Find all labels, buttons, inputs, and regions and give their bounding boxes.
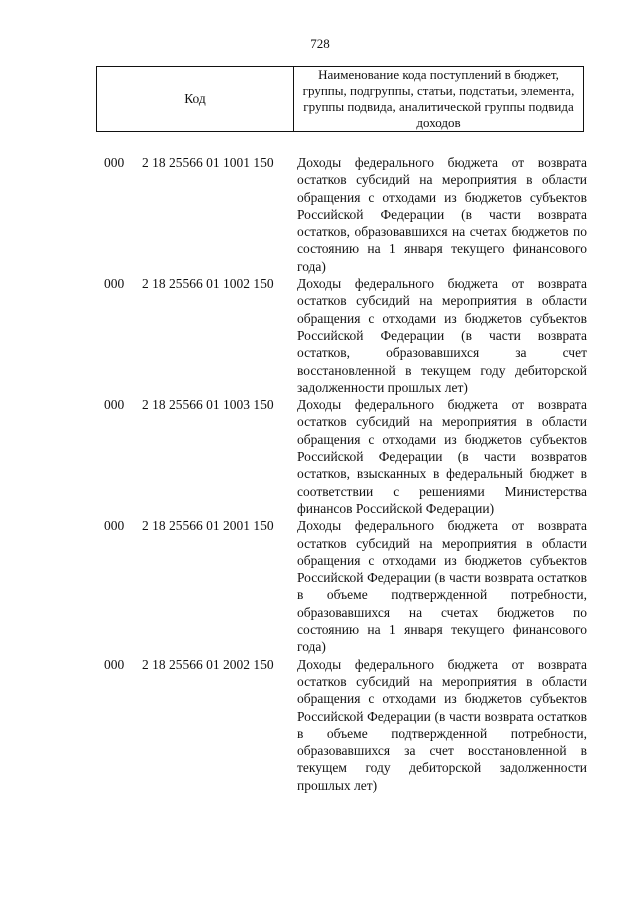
admin-code: 000 <box>104 276 125 292</box>
table-row <box>0 517 640 655</box>
revenue-description: Доходы федерального бюджета от возврата остатков субсидий на мероприятия в области обращения с отходами из бюджетов субъектов Российской Федерации (в части возврата остатков, образовавшихся за счет восстановленной в текущем году дебиторской задолженности прошлых лет) <box>297 276 587 395</box>
revenue-description: Доходы федерального бюджета от возврата остатков субсидий на мероприятия в области обращения с отходами из бюджетов субъектов Российской Федерации (в части возврата остатков, образовавшихся на счетах бюджетов по состоянию на 1 января текущего финансового года) <box>297 155 587 274</box>
table-row <box>0 275 640 396</box>
revenue-code: 2 18 25566 01 1002 150 <box>142 276 274 292</box>
table-row <box>0 656 640 794</box>
revenue-description: Доходы федерального бюджета от возврата остатков субсидий на мероприятия в области обращения с отходами из бюджетов субъектов Российской Федерации (в части возвратов остатков, взысканных в федеральный бюджет в соответствии с решениями Министерства финансов Российской Федерации) <box>297 397 587 516</box>
admin-code: 000 <box>104 518 125 534</box>
revenue-code: 2 18 25566 01 2001 150 <box>142 518 274 534</box>
revenue-code-list <box>0 154 640 794</box>
table-row <box>0 154 640 275</box>
table-header <box>96 66 584 132</box>
admin-code: 000 <box>104 155 125 170</box>
revenue-description: Доходы федерального бюджета от возврата остатков субсидий на мероприятия в области обращения с отходами из бюджетов субъектов Российской Федерации (в части возврата остатков в объеме подтвержденной потребности, образовавшихся на счетах бюджетов по состоянию на 1 января текущего финансового года) <box>297 518 587 655</box>
header-code-label: Код <box>97 67 294 131</box>
admin-code: 000 <box>104 656 125 672</box>
revenue-code: 2 18 25566 01 1001 150 <box>142 155 274 170</box>
revenue-code: 2 18 25566 01 1003 150 <box>142 397 274 413</box>
admin-code: 000 <box>104 397 125 413</box>
header-name-label: Наименование кода поступлений в бюджет, группы, подгруппы, статьи, подстатьи, элемента, группы подвида, аналитической группы подвида доходов <box>302 67 575 130</box>
table-row <box>0 396 640 517</box>
page-number: 728 <box>310 36 330 51</box>
revenue-code: 2 18 25566 01 2002 150 <box>142 656 274 672</box>
revenue-description: Доходы федерального бюджета от возврата остатков субсидий на мероприятия в области обращения с отходами из бюджетов субъектов Российской Федерации (в части возврата остатков в объеме подтвержденной потребности, образовавшихся за счет восстановленной в текущем году дебиторской задолженности прошлых лет) <box>297 656 587 793</box>
